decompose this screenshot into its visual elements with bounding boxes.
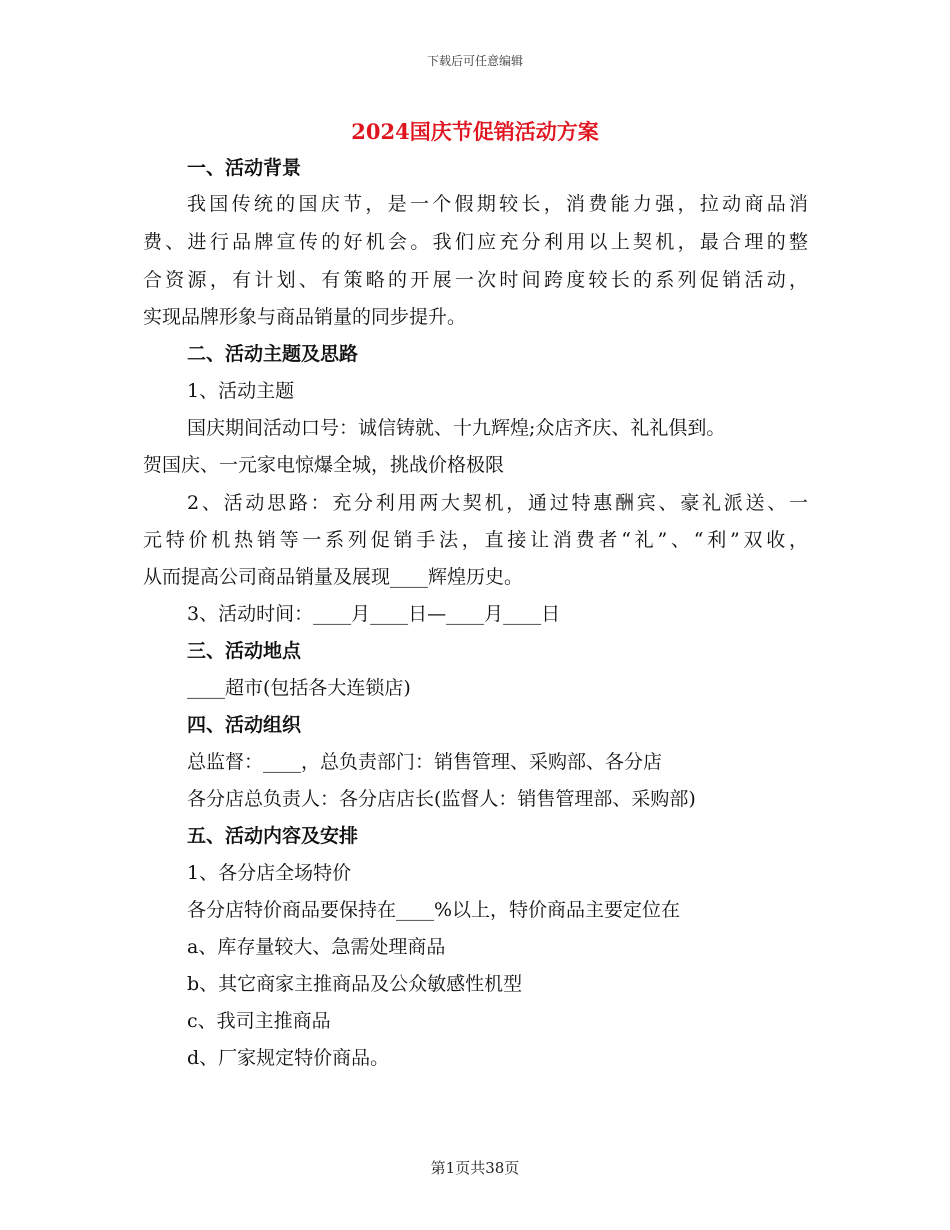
list-item: d、厂家规定特价商品。	[187, 1047, 390, 1069]
section-heading-background: 一、活动背景	[187, 157, 302, 179]
subheading-special-price: 1、各分店全场特价	[187, 862, 352, 884]
section-heading-theme: 二、活动主题及思路	[187, 343, 359, 365]
paragraph-line: 费、进行品牌宣传的好机会。我们应充分利用以上契机，最合理的整	[143, 231, 808, 253]
paragraph-line: 总监督：____，总负责部门：销售管理、采购部、各分店	[187, 751, 663, 773]
subheading-theme: 1、活动主题	[187, 380, 295, 402]
paragraph-line: 元特价机热销等一系列促销手法，直接让消费者“礼”、“利”双收，	[143, 529, 808, 551]
paragraph-line: ____超市(包括各大连锁店)	[187, 677, 411, 699]
list-item: a、库存量较大、急需处理商品	[187, 936, 446, 958]
paragraph-line: 各分店特价商品要保持在____%以上，特价商品主要定位在	[187, 899, 681, 921]
header-note: 下载后可任意编辑	[426, 54, 523, 68]
paragraph-line: 我国传统的国庆节，是一个假期较长，消费能力强，拉动商品消	[187, 193, 808, 215]
list-item: b、其它商家主推商品及公众敏感性机型	[187, 973, 523, 995]
section-heading-location: 三、活动地点	[187, 640, 302, 662]
section-heading-organization: 四、活动组织	[187, 714, 302, 736]
list-item: c、我司主推商品	[187, 1010, 331, 1032]
section-heading-content: 五、活动内容及安排	[187, 825, 359, 847]
paragraph-line: 贺国庆、一元家电惊爆全城，挑战价格极限	[143, 454, 505, 476]
paragraph-line: 从而提高公司商品销量及展现____辉煌历史。	[143, 566, 524, 588]
paragraph-line: 合资源，有计划、有策略的开展一次时间跨度较长的系列促销活动，	[143, 269, 808, 291]
document-title: 2024国庆节促销活动方案	[351, 119, 599, 144]
paragraph-line: 实现品牌形象与商品销量的同步提升。	[143, 306, 467, 328]
activity-time-line: 3、活动时间：____月____日—____月____日	[187, 603, 561, 625]
paragraph-line: 2、活动思路：充分利用两大契机，通过特惠酬宾、豪礼派送、一	[187, 492, 808, 514]
page-number: 第1页共38页	[430, 1159, 520, 1177]
paragraph-line: 国庆期间活动口号：诚信铸就、十九辉煌;众店齐庆、礼礼俱到。	[187, 417, 726, 439]
paragraph-line: 各分店总负责人：各分店店长(监督人：销售管理部、采购部)	[187, 788, 696, 810]
